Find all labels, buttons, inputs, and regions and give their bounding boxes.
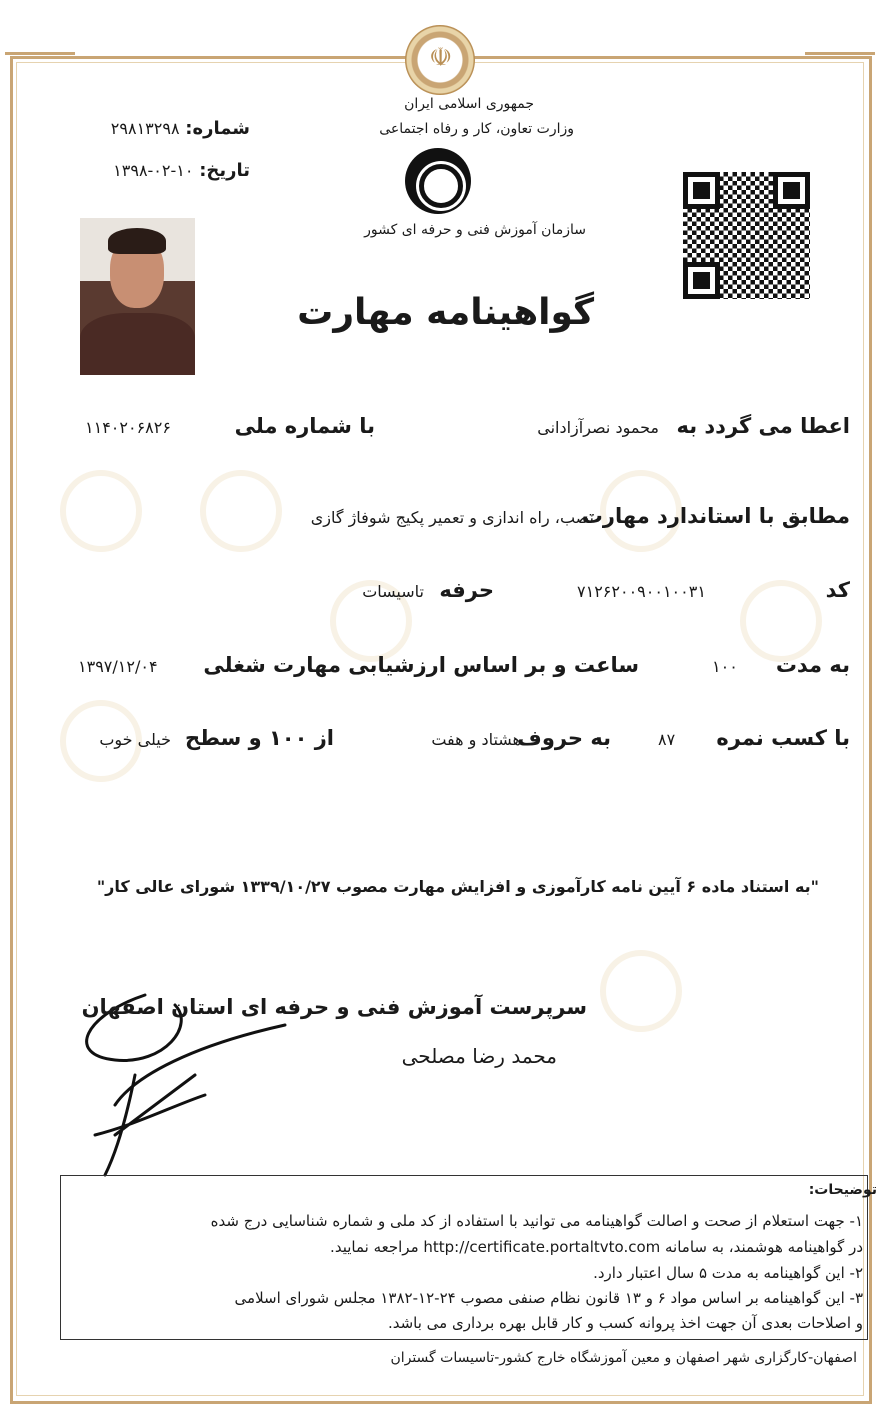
awarded-name: محمود نصرآزادانی xyxy=(537,418,659,437)
national-id-label: با شماره ملی xyxy=(234,414,375,438)
note-line: و اصلاحات بعدی آن جهت اخذ پروانه کسب و کار قابل بهره برداری می باشد. xyxy=(387,1314,863,1332)
notes-heading: توضیحات: xyxy=(808,1182,877,1198)
country-name: جمهوری اسلامی ایران xyxy=(404,96,534,112)
trade-label: حرفه xyxy=(439,578,494,602)
score-value: ۸۷ xyxy=(658,730,676,749)
watermark-icon xyxy=(600,950,682,1032)
certificate-number xyxy=(111,118,250,139)
number-value: ۲۹۸۱۳۲۹۸ xyxy=(110,119,180,138)
standard-label: مطابق با استاندارد مهارت xyxy=(581,504,850,528)
organization-name: سازمان آموزش فنی و حرفه ای کشور xyxy=(364,222,586,238)
awarded-label: اعطا می گردد به xyxy=(676,414,850,438)
note-line: در گواهینامه هوشمند، به سامانه http://certificate.portaltvto.com مراجعه نمایید. xyxy=(330,1238,863,1256)
corner-ornament-right xyxy=(805,52,875,95)
qr-code xyxy=(683,172,810,299)
watermark-icon xyxy=(200,470,282,552)
date-value: ۱۳۹۸-۰۲-۱۰ xyxy=(113,161,194,180)
duration-label: به مدت xyxy=(775,653,850,677)
watermark-icon xyxy=(60,470,142,552)
duration-value: ۱۰۰ xyxy=(712,657,738,676)
legal-basis-quote: "به استناد ماده ۶ آیین نامه کارآموزی و افزایش مهارت مصوب ۱۳۳۹/۱۰/۲۷ شورای عالی کار" xyxy=(96,877,819,896)
holder-photo xyxy=(80,218,195,375)
certificate-date xyxy=(113,160,250,181)
ministry-name: وزارت تعاون، کار و رفاه اجتماعی xyxy=(379,121,574,137)
note-line: ۳- این گواهینامه بر اساس مواد ۶ و ۱۳ قانون نظام صنفی مصوب ۲۴-۱۲-۱۳۸۲ مجلس شورای اسلامی xyxy=(234,1289,863,1307)
signatory-name: محمد رضا مصلحی xyxy=(401,1044,557,1068)
national-id-value: ۱۱۴۰۲۰۶۸۲۶ xyxy=(85,418,171,437)
trade-value: تاسیسات xyxy=(362,582,424,601)
standard-value: نصب، راه اندازی و تعمیر پکیج شوفاژ گازی xyxy=(310,508,594,527)
letters-label: به حروف xyxy=(517,726,611,750)
note-line: ۲- این گواهینامه به مدت ۵ سال اعتبار دارد. xyxy=(593,1264,863,1282)
note-line: ۱- جهت استعلام از صحت و اصالت گواهینامه می توانید با استفاده از کد ملی و شماره شناسایی درج شده xyxy=(210,1212,863,1230)
signatory-title: سرپرست آموزش فنی و حرفه ای استان اصفهان xyxy=(81,995,587,1019)
date-label: تاریخ: xyxy=(199,160,250,181)
watermark-icon xyxy=(740,580,822,662)
issuing-center: اصفهان-کارگزاری شهر اصفهان و معین آموزشگاه خارج کشور-تاسیسات گستران xyxy=(390,1350,857,1366)
score-label: با کسب نمره xyxy=(716,726,850,750)
iran-emblem-icon: ☫ xyxy=(405,25,475,95)
corner-ornament-left xyxy=(5,52,75,95)
code-label: کد xyxy=(825,578,850,602)
level-value: خیلی خوب xyxy=(99,730,171,749)
assessment-date: ۱۳۹۷/۱۲/۰۴ xyxy=(78,657,158,676)
code-value: ۷۱۲۶۲۰۰۹۰۰۱۰۰۳۱ xyxy=(577,582,706,601)
assessment-label: ساعت و بر اساس ارزشیابی مهارت شغلی xyxy=(203,653,639,677)
number-label: شماره: xyxy=(185,118,250,139)
notes-box xyxy=(60,1175,877,1340)
level-label: از ۱۰۰ و سطح xyxy=(185,726,334,750)
certificate-title: گواهینامه مهارت xyxy=(297,292,594,333)
letters-value: هشتاد و هفت xyxy=(431,730,521,749)
tvto-logo-icon xyxy=(405,148,471,214)
